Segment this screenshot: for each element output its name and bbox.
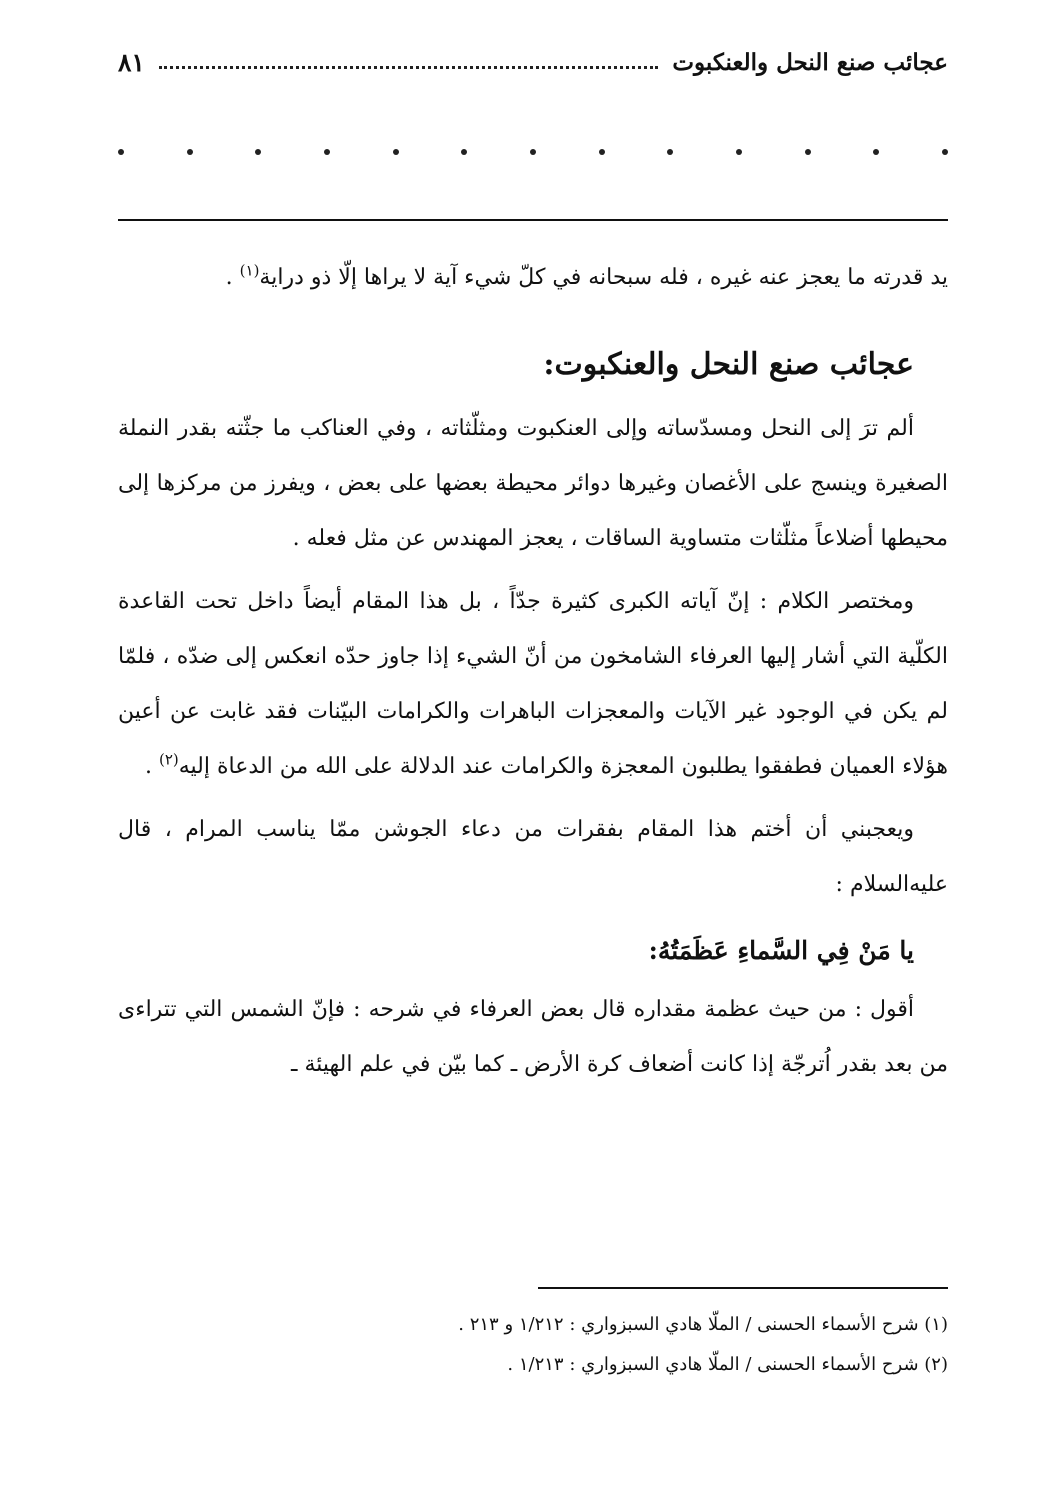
ornament-dot [599, 149, 605, 155]
ornament-dot [873, 149, 879, 155]
ornament-dot [530, 149, 536, 155]
footnote-1: (١) شرح الأسماء الحسنى / الملّا هادي السبزواري : ١/٢١٢ و ٢١٣ . [458, 1314, 948, 1335]
ornament-dot [667, 149, 673, 155]
footnote-rule [538, 1287, 948, 1289]
ornament-dot [805, 149, 811, 155]
ornament-dot [187, 149, 193, 155]
continuation-paragraph [118, 250, 948, 305]
ornament-dot [324, 149, 330, 155]
leader-dots [159, 66, 659, 69]
footnote-2: (٢) شرح الأسماء الحسنى / الملّا هادي السبزواري : ١/٢١٣ . [507, 1354, 948, 1375]
section-heading: عجائب صنع النحل والعنكبوت: [543, 347, 914, 382]
paragraph-4: أقول : من حيث عظمة مقداره قال بعض العرفاء في شرحه : فإنّ الشمس التي تتراءى من بعد بقدر اُترجّة إذا كانت أضعاف كرة الأرض ـ كما بيّن في علم الهيئة ـ [118, 997, 948, 1077]
paragraph-2 [118, 574, 948, 794]
paragraph-2-end: . [144, 754, 152, 779]
footnote-ref-2: (٢) [158, 750, 179, 769]
running-title: عجائب صنع النحل والعنكبوت [672, 48, 948, 76]
ornament-dot [736, 149, 742, 155]
page-number: ٨١ [118, 47, 145, 77]
footnote-ref-1: (١) [239, 261, 260, 280]
top-rule [118, 219, 948, 221]
running-header [118, 42, 948, 82]
ornament-dot [255, 149, 261, 155]
ornament-dot [393, 149, 399, 155]
paragraph-3: ويعجبني أن أختم هذا المقام بفقرات من دعاء الجوشن ممّا يناسب المرام ، قال عليه‌السلام : [118, 817, 948, 897]
supplication-heading: يا مَنْ فِي السَّماءِ عَظَمَتُهُ: [648, 936, 914, 965]
main-text [118, 250, 948, 1092]
footnotes [118, 1305, 948, 1385]
ornament-dot [461, 149, 467, 155]
ornament-dots-row [118, 140, 948, 164]
continuation-text: يد قدرته ما يعجز عنه غيره ، فله سبحانه في كلّ شيء آية لا يراها إلّا ذو دراية [259, 265, 948, 290]
ornament-dot [118, 149, 124, 155]
paragraph-2-text: ومختصر الكلام : إنّ آياته الكبرى كثيرة جدّاً ، بل هذا المقام أيضاً داخل تحت القاعدة الكلّية التي أشار إليها العرفاء الشامخون من أنّ الشيء إذا جاوز حدّه انعكس إلى ضدّه ، فلمّا لم يكن في الوجود غير الآيات والمعجزات الباهرات والكرامات البيّنات فقد غابت عن أعين هؤلاء العميان فطفقوا يطلبون المعجزة والكرامات عند الدلالة على الله من الدعاة إليه [118, 589, 948, 779]
paragraph-1: ألم ترَ إلى النحل ومسدّساته وإلى العنكبوت ومثلّثاته ، وفي العناكب ما جثّته بقدر النملة الصغيرة وينسج على الأغصان وغيرها دوائر محيطة بعضها على بعض ، ويفرز من مركزها إلى محيطها أضلاعاً مثلّثات متساوية الساقات ، يعجز المهندس عن مثل فعله . [118, 416, 948, 551]
continuation-end: . [225, 265, 233, 290]
ornament-dot [942, 149, 948, 155]
